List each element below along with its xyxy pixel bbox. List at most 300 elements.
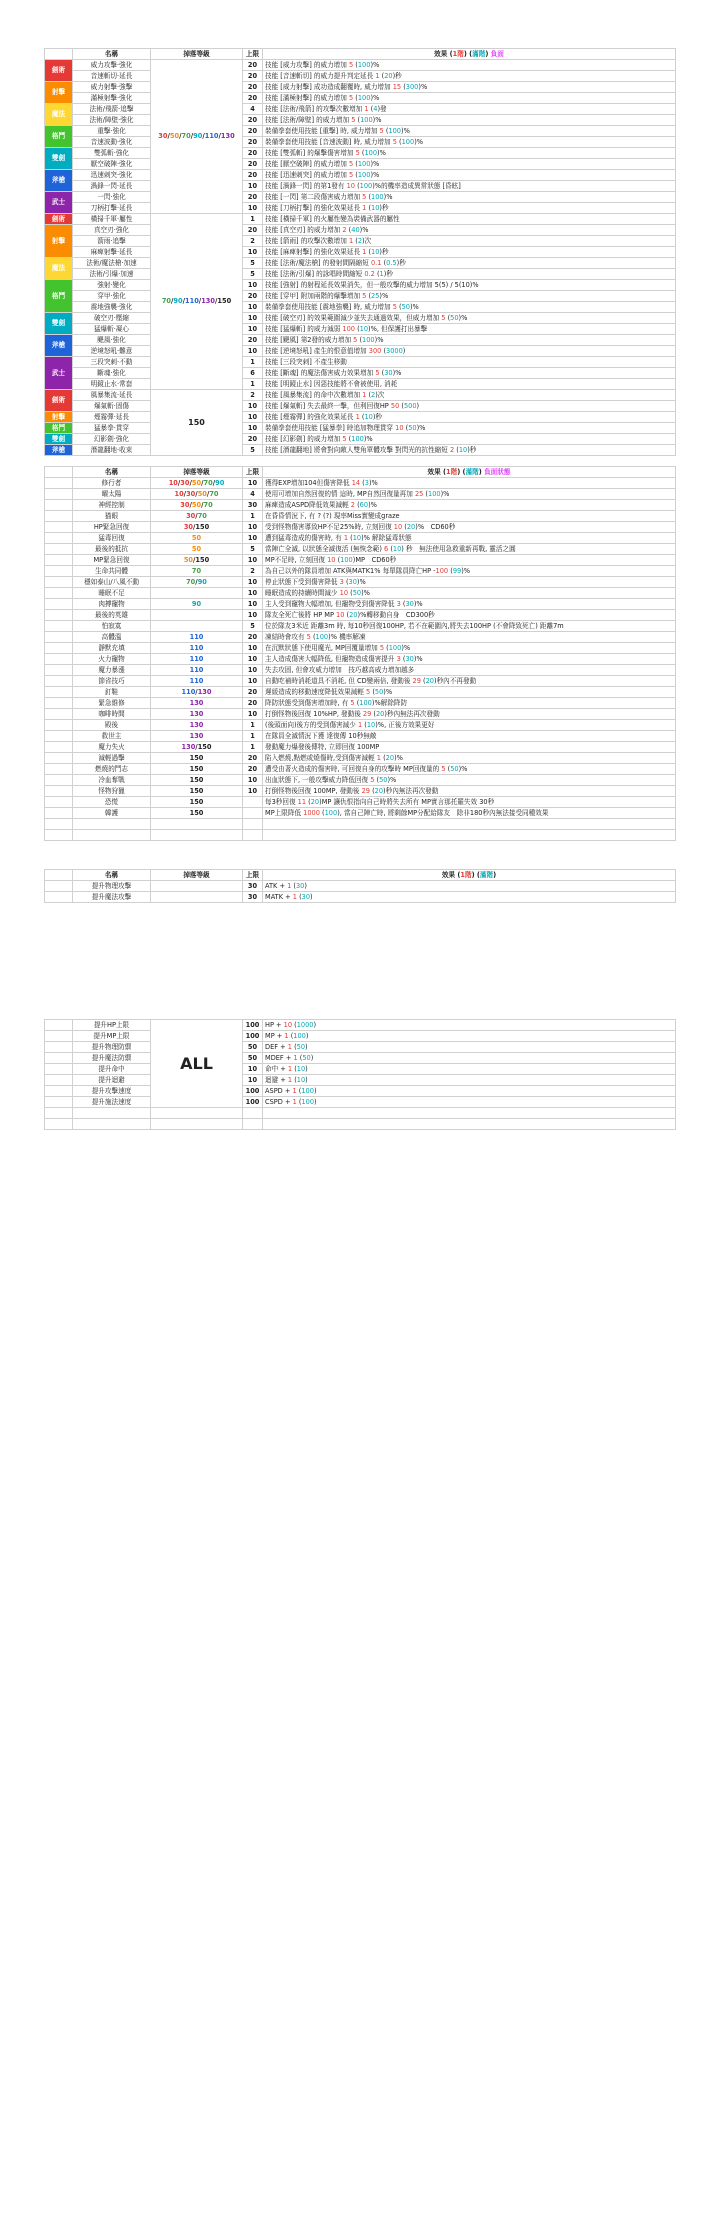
row-effect: 技能 [雙弧斬] 的爆擊傷害增加 5 (100)% <box>263 148 676 159</box>
table-row <box>45 731 676 742</box>
row-max: 20 <box>243 126 263 137</box>
row-name: 箭雨·追擊 <box>73 236 151 247</box>
category-badge: 雙劍 <box>45 313 73 335</box>
table-row <box>45 1086 676 1097</box>
row-name: 法術/引爆·加速 <box>73 269 151 280</box>
table-header <box>45 49 676 60</box>
row-spacer <box>45 599 73 610</box>
row-name: 救世主 <box>73 731 151 742</box>
category-badge: 雙劍 <box>45 148 73 170</box>
table-row <box>45 797 676 808</box>
row-effect: 技能 [逆境怒吼] 產生的恨意值增加 300 (3000) <box>263 346 676 357</box>
table-row <box>45 511 676 522</box>
row-spacer <box>45 808 73 819</box>
row-effect: HP + 10 (1000) <box>263 1020 676 1031</box>
row-name: 逆境怒吼·難意 <box>73 346 151 357</box>
row-name: 曜太陽 <box>73 489 151 500</box>
table-row <box>45 544 676 555</box>
table-row <box>45 599 676 610</box>
row-effect: 出血狀態下, 一般攻擊威力降低回復 5 (50)% <box>263 775 676 786</box>
row-effect: 睡眠造成的持續時間減少 10 (50)% <box>263 588 676 599</box>
row-effect: 技能 [威力射擊] 成功造成翻覆時, 威力增加 15 (300)% <box>263 82 676 93</box>
row-name: 震地強襲·強化 <box>73 302 151 313</box>
row-name: 明鏡止水·常套 <box>73 379 151 390</box>
row-max: 5 <box>243 269 263 280</box>
row-effect: 停止狀態下受到傷害降低 3 (30)% <box>263 577 676 588</box>
row-spacer <box>45 533 73 544</box>
row-effect: 技能 [箭雨] 的攻擊次數增加 1 (2)次 <box>263 236 676 247</box>
table-row <box>45 335 676 346</box>
row-max: 5 <box>243 621 263 632</box>
table-row <box>45 1031 676 1042</box>
empty-row <box>45 830 676 841</box>
table-row <box>45 786 676 797</box>
row-name: 咖啡時間 <box>73 709 151 720</box>
table-row <box>45 742 676 753</box>
table-row <box>45 577 676 588</box>
row-effect: 技能 [三段突刺] 不產生移動 <box>263 357 676 368</box>
row-effect: 技能 [法術/障壁] 的威力增加 5 (100)% <box>263 115 676 126</box>
category-badge: 斧槍 <box>45 170 73 192</box>
row-name: 提升HP上限 <box>73 1020 151 1031</box>
row-max: 10 <box>243 599 263 610</box>
row-max: 20 <box>243 159 263 170</box>
row-max: 10 <box>243 522 263 533</box>
row-name: 釘鞋 <box>73 687 151 698</box>
table-row <box>45 1064 676 1075</box>
row-max: 20 <box>243 225 263 236</box>
table-row <box>45 881 676 892</box>
row-name: 魔力失火 <box>73 742 151 753</box>
category-badge: 射擊 <box>45 82 73 104</box>
row-max: 1 <box>243 731 263 742</box>
row-max: 10 <box>243 533 263 544</box>
row-spacer <box>45 797 73 808</box>
row-max: 10 <box>243 588 263 599</box>
row-level: 30/150 <box>151 522 243 533</box>
row-level: 30/50/70/90/110/130 <box>151 60 243 214</box>
row-spacer <box>45 577 73 588</box>
table-header <box>45 467 676 478</box>
row-level: 70/90 <box>151 577 243 588</box>
row-name: 燃燒的鬥志 <box>73 764 151 775</box>
row-max: 10 <box>243 775 263 786</box>
row-max: 2 <box>243 236 263 247</box>
row-max <box>243 808 263 819</box>
row-max: 20 <box>243 687 263 698</box>
row-level <box>151 621 243 632</box>
row-name: 厭空破陣·強化 <box>73 159 151 170</box>
row-name: 一閃·強化 <box>73 192 151 203</box>
row-effect: 技能 [滿極射擊] 的威力增加 5 (100)% <box>263 93 676 104</box>
row-effect: 遲緩造成的移動速度降低效果減輕 5 (50)% <box>263 687 676 698</box>
row-max: 10 <box>243 313 263 324</box>
row-effect: 技能 [颶風] 第2發的威力增加 5 (100)% <box>263 335 676 346</box>
row-effect: 技能 [斷魂] 的魔法傷害威力效果增加 5 (30)% <box>263 368 676 379</box>
table-row <box>45 159 676 170</box>
header-level: 掉落等級 <box>151 49 243 60</box>
table-row <box>45 720 676 731</box>
row-effect: 技能 [威力攻擊] 的威力增加 5 (100)% <box>263 60 676 71</box>
row-spacer <box>45 665 73 676</box>
row-name: HP緊急回復 <box>73 522 151 533</box>
table-row <box>45 412 676 423</box>
row-max: 20 <box>243 764 263 775</box>
table-row <box>45 170 676 181</box>
row-name: 颶風·強化 <box>73 335 151 346</box>
row-spacer <box>45 742 73 753</box>
row-effect: 主人造成傷害大幅降低, 但寵物造成傷害提升 3 (30)% <box>263 654 676 665</box>
row-name: 火力寵物 <box>73 654 151 665</box>
row-name: 恐慌 <box>73 797 151 808</box>
table-row <box>45 764 676 775</box>
row-effect: 遭到猛毒造成的傷害時, 有 1 (10)% 解除猛毒狀態 <box>263 533 676 544</box>
row-name: 猛爆斬·凝心 <box>73 324 151 335</box>
table-row <box>45 522 676 533</box>
attack-stat-table <box>44 869 676 903</box>
row-effect: 技能 [橫掃千軍] 的火屬性變為裝備武器的屬性 <box>263 214 676 225</box>
row-max: 20 <box>243 698 263 709</box>
table-row <box>45 357 676 368</box>
row-max: 10 <box>243 203 263 214</box>
row-spacer <box>45 676 73 687</box>
empty-row <box>45 819 676 830</box>
row-level: 10/30/50/70 <box>151 489 243 500</box>
table-row <box>45 500 676 511</box>
row-max: 10 <box>243 412 263 423</box>
row-effect: ASPD + 1 (100) <box>263 1086 676 1097</box>
row-effect: 在沉默狀態下使用魔光, MP回覆量增加 5 (100)% <box>263 643 676 654</box>
header-level: 掉落等級 <box>151 870 243 881</box>
row-name: 減輕過擊 <box>73 753 151 764</box>
row-level: 130 <box>151 709 243 720</box>
row-effect: 遭受由著火造成的傷害時, 可回復自身的攻擊時 MP回復量的 5 (50)% <box>263 764 676 775</box>
row-name: 神經控制 <box>73 500 151 511</box>
row-effect: 技能 [麻痺射擊] 的強化效果延長 1 (10)秒 <box>263 247 676 258</box>
row-max: 30 <box>243 500 263 511</box>
row-spacer <box>45 698 73 709</box>
table-row <box>45 687 676 698</box>
row-level: 110 <box>151 676 243 687</box>
row-effect: 技能 [煙霧彈] 的強化效果延長 1 (10)秒 <box>263 412 676 423</box>
row-name: 真空刃·強化 <box>73 225 151 236</box>
row-effect: 技能 [爆氣斬] 失去最終一擊，但利回復HP 50 (500) <box>263 401 676 412</box>
header-max: 上限 <box>243 870 263 881</box>
row-name: 殿後 <box>73 720 151 731</box>
row-name: MP緊急回復 <box>73 555 151 566</box>
row-name: 滿極射擊·強化 <box>73 93 151 104</box>
category-badge: 斧槍 <box>45 335 73 357</box>
row-effect: 凍結時會攻有 5 (100)% 機率解凍 <box>263 632 676 643</box>
header-name: 名稱 <box>73 467 151 478</box>
row-name: 穩如泰山/八風不動 <box>73 577 151 588</box>
row-max: 10 <box>243 280 263 291</box>
row-name: 法術/飛箭·追擊 <box>73 104 151 115</box>
row-effect: 命中 + 1 (10) <box>263 1064 676 1075</box>
row-max: 10 <box>243 610 263 621</box>
row-level: 130 <box>151 720 243 731</box>
row-spacer <box>45 478 73 489</box>
table-row <box>45 709 676 720</box>
row-max: 100 <box>243 1086 263 1097</box>
table-row <box>45 643 676 654</box>
row-effect: 裝備拳套使用技能 [震地強襲] 時, 威力增加 5 (50)% <box>263 302 676 313</box>
row-spacer <box>45 643 73 654</box>
row-effect: 位於隊友3米近 距離3m 時, 每10秒回復100HP, 若不在範圍內,將失去100HP (不會降致死亡) 距離7m <box>263 621 676 632</box>
table-row <box>45 214 676 225</box>
category-badge: 劍術 <box>45 214 73 225</box>
row-effect: 技能 [幻影劍] 的威力增加 5 (100)% <box>263 434 676 445</box>
row-name: 肉搏寵物 <box>73 599 151 610</box>
row-effect: 每3秒回復 11 (20)MP 讓仇恨指向自己時將失去所有 MP實言那托羅失效 30秒 <box>263 797 676 808</box>
row-max: 100 <box>243 1031 263 1042</box>
row-max: 10 <box>243 654 263 665</box>
row-effect: 陷入燃燒,點燃或燒傷時,受到傷害減輕 1 (20)% <box>263 753 676 764</box>
row-effect: MP + 1 (100) <box>263 1031 676 1042</box>
row-max: 20 <box>243 632 263 643</box>
row-effect: 技能 [一閃] 第二段傷害威力增加 5 (100)% <box>263 192 676 203</box>
row-name: 怕寂寞 <box>73 621 151 632</box>
page <box>44 48 676 1130</box>
table-row <box>45 126 676 137</box>
row-level: 150 <box>151 786 243 797</box>
empty-row <box>45 1119 676 1130</box>
table-row <box>45 775 676 786</box>
row-max: 100 <box>243 1097 263 1108</box>
row-effect: 麻痺造成ASPD降低效果減輕 2 (60)% <box>263 500 676 511</box>
row-effect: (後頭面向)後方的受到傷害減少 1 (10)%, 正後方效果更好 <box>263 720 676 731</box>
row-level: 90 <box>151 599 243 610</box>
table-row <box>45 445 676 456</box>
row-spacer <box>45 522 73 533</box>
row-max: 2 <box>243 390 263 401</box>
row-max: 30 <box>243 881 263 892</box>
header-name: 名稱 <box>73 870 151 881</box>
row-level: 50/150 <box>151 555 243 566</box>
row-level: 110/130 <box>151 687 243 698</box>
row-level: 130/150 <box>151 742 243 753</box>
row-level: 130 <box>151 731 243 742</box>
row-max: 50 <box>243 1053 263 1064</box>
row-name: 靜默充填 <box>73 643 151 654</box>
row-effect: 技能 [真空刃] 的威力增加 2 (40)% <box>263 225 676 236</box>
row-max: 6 <box>243 368 263 379</box>
table-row <box>45 1042 676 1053</box>
row-max: 5 <box>243 258 263 269</box>
row-max: 10 <box>243 1064 263 1075</box>
row-name: 音速波動·強化 <box>73 137 151 148</box>
category-badge: 射擊 <box>45 412 73 423</box>
row-name: 魔力暴漲 <box>73 665 151 676</box>
row-level: 150 <box>151 775 243 786</box>
table-row <box>45 533 676 544</box>
category-badge: 格鬥 <box>45 126 73 148</box>
row-level: 130 <box>151 698 243 709</box>
table-row <box>45 423 676 434</box>
row-effect: 技能 [風暴集流] 的命中次數增加 1 (2)次 <box>263 390 676 401</box>
row-max: 1 <box>243 511 263 522</box>
table-row <box>45 555 676 566</box>
table-row <box>45 698 676 709</box>
table-row <box>45 368 676 379</box>
row-level: 150 <box>151 808 243 819</box>
row-level: 150 <box>151 797 243 808</box>
row-effect: 降防狀態受到傷害增加時, 有 5 (100)%解除降防 <box>263 698 676 709</box>
row-max: 10 <box>243 555 263 566</box>
row-name: 提升命中 <box>73 1064 151 1075</box>
row-name: 冷血奪戰 <box>73 775 151 786</box>
row-spacer <box>45 764 73 775</box>
row-name: 法術/障壁·強化 <box>73 115 151 126</box>
table-row <box>45 1075 676 1086</box>
table-row <box>45 1053 676 1064</box>
table-row <box>45 892 676 903</box>
table-row <box>45 588 676 599</box>
row-max: 20 <box>243 71 263 82</box>
row-effect: 受到怪物傷害導致HP不足25%時, 立刻回復 10 (20)% CD60秒 <box>263 522 676 533</box>
row-max: 10 <box>243 423 263 434</box>
row-name: 爆氣斬·固傷 <box>73 401 151 412</box>
table-row <box>45 225 676 236</box>
row-max: 10 <box>243 247 263 258</box>
row-max: 10 <box>243 1075 263 1086</box>
row-max: 10 <box>243 401 263 412</box>
table-row <box>45 489 676 500</box>
row-effect: 使用可增加自然回復的情 這時, MP自然回復量再加 25 (100)% <box>263 489 676 500</box>
row-effect: 打倒怪物後回復 100MP, 發動後 29 (20)秒內無法再次發動 <box>263 786 676 797</box>
row-spacer <box>45 775 73 786</box>
row-effect: MP不足時, 立刻回復 10 (100)MP CD60秒 <box>263 555 676 566</box>
header-effect: 效果 (1階) (滿階) 負面 <box>263 49 676 60</box>
row-effect: 技能 [法術/引爆] 的詠唱時間縮短 0.2 (1)秒 <box>263 269 676 280</box>
row-effect: 主人受到寵物大幅增加, 但寵物受到傷害降低 3 (30)% <box>263 599 676 610</box>
row-max: 20 <box>243 170 263 181</box>
trait-table <box>44 466 676 841</box>
row-level: 150 <box>151 390 243 456</box>
table-row <box>45 1097 676 1108</box>
table-row <box>45 401 676 412</box>
row-max: 20 <box>243 753 263 764</box>
category-badge: 雙劍 <box>45 434 73 445</box>
row-effect: 迴避 + 1 (10) <box>263 1075 676 1086</box>
row-name: 高體溫 <box>73 632 151 643</box>
row-level: 110 <box>151 654 243 665</box>
header-effect: 效果 (1階) (滿階) <box>263 870 676 881</box>
row-max: 10 <box>243 643 263 654</box>
row-name: 破空刃·壓縮 <box>73 313 151 324</box>
table-row <box>45 192 676 203</box>
category-badge: 魔法 <box>45 258 73 280</box>
table-row <box>45 137 676 148</box>
row-name: 提升魔法防禦 <box>73 1053 151 1064</box>
row-name: 猛毒回復 <box>73 533 151 544</box>
row-max: 4 <box>243 489 263 500</box>
row-max: 10 <box>243 665 263 676</box>
row-spacer <box>45 489 73 500</box>
row-effect: 打倒怪物後回復 10%HP, 發動後 29 (20)秒內無法再次發動 <box>263 709 676 720</box>
row-max: 10 <box>243 786 263 797</box>
row-max: 20 <box>243 291 263 302</box>
row-max: 10 <box>243 324 263 335</box>
row-max: 5 <box>243 445 263 456</box>
row-name: 威力射擊·強擊 <box>73 82 151 93</box>
row-name: 麻痺射擊·延長 <box>73 247 151 258</box>
table-row <box>45 203 676 214</box>
row-spacer <box>45 511 73 522</box>
row-max: 1 <box>243 720 263 731</box>
table-row <box>45 269 676 280</box>
row-level: 30/70 <box>151 511 243 522</box>
row-name: 提升物理防禦 <box>73 1042 151 1053</box>
row-spacer <box>45 753 73 764</box>
row-spacer <box>45 544 73 555</box>
row-effect: 技能 [強射] 的射程延長效果消失，但一般攻擊的威力增加 5(5) / 5(10)% <box>263 280 676 291</box>
row-name: 怪物狩獵 <box>73 786 151 797</box>
row-level <box>151 588 243 599</box>
row-max: 4 <box>243 104 263 115</box>
row-level <box>151 610 243 621</box>
row-level: 30/50/70 <box>151 500 243 511</box>
row-name: 雙弧斬·強化 <box>73 148 151 159</box>
row-effect: 隊友全死亡後將 HP MP 10 (20)%轉移動自身 CD300秒 <box>263 610 676 621</box>
row-name: 提升迴避 <box>73 1075 151 1086</box>
row-effect: MDEF + 1 (50) <box>263 1053 676 1064</box>
table-row <box>45 93 676 104</box>
table-row <box>45 236 676 247</box>
table-row <box>45 654 676 665</box>
row-max: 20 <box>243 137 263 148</box>
row-effect: 在隊員全滅情況下獲 達復傳 10秒無敵 <box>263 731 676 742</box>
row-max: 1 <box>243 214 263 225</box>
row-max: 5 <box>243 544 263 555</box>
category-badge: 格鬥 <box>45 423 73 434</box>
row-level: 50 <box>151 533 243 544</box>
row-effect: 裝備拳套使用技能 [音速波動] 時, 威力增加 5 (100)% <box>263 137 676 148</box>
table-row <box>45 478 676 489</box>
row-max: 2 <box>243 566 263 577</box>
empty-row <box>45 1108 676 1119</box>
table-row <box>45 82 676 93</box>
row-level: 50 <box>151 544 243 555</box>
table-row <box>45 324 676 335</box>
category-badge: 射擊 <box>45 225 73 258</box>
row-spacer <box>45 621 73 632</box>
row-max: 20 <box>243 115 263 126</box>
header-max: 上限 <box>243 49 263 60</box>
row-spacer <box>45 654 73 665</box>
table-row <box>45 379 676 390</box>
row-max: 1 <box>243 742 263 753</box>
row-spacer <box>45 566 73 577</box>
row-effect: 技能 [厭空破陣] 的威力增加 5 (100)% <box>263 159 676 170</box>
table-row <box>45 566 676 577</box>
row-effect: MP上限降低 1000 (100), 當自己陣亡時, 將剩餘MP分配給隊友 除非180秒內無法接受同種效果 <box>263 808 676 819</box>
row-spacer <box>45 687 73 698</box>
table-row <box>45 302 676 313</box>
row-effect: 技能 [刀柄打擊] 的強化效果延長 1 (10)秒 <box>263 203 676 214</box>
table-row <box>45 71 676 82</box>
row-max <box>243 797 263 808</box>
row-effect: 技能 [迅速刺突] 的威力增加 5 (100)% <box>263 170 676 181</box>
row-name: 提升施法速度 <box>73 1097 151 1108</box>
row-max: 30 <box>243 892 263 903</box>
row-effect: 發動魔力爆發後傳特, 立即回復 100MP <box>263 742 676 753</box>
table-row <box>45 181 676 192</box>
row-name: 猛暴拳·貫穿 <box>73 423 151 434</box>
row-effect: 在昏昏情況下, 有 ? (?) 現率Miss實變成graze <box>263 511 676 522</box>
table-row <box>45 104 676 115</box>
table-row <box>45 115 676 126</box>
